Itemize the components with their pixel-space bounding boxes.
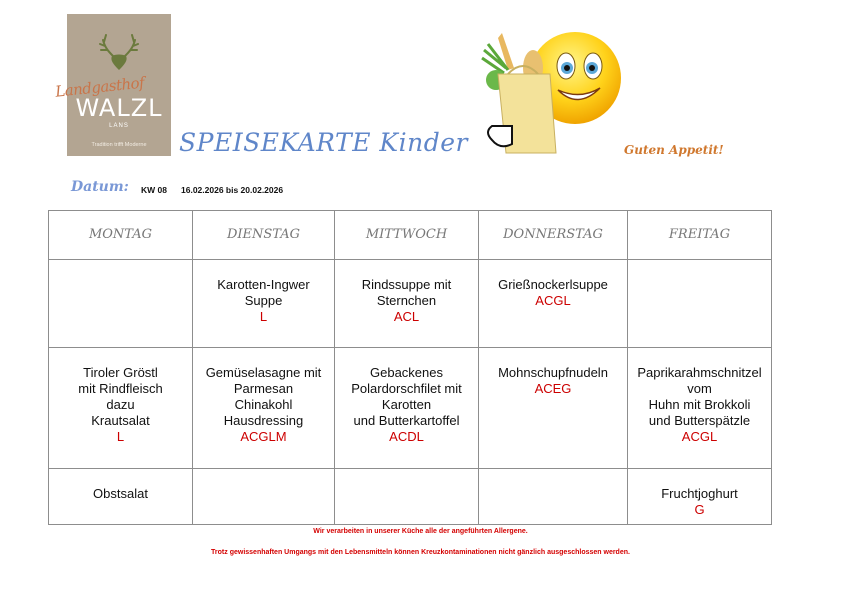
dish-line: Krautsalat bbox=[91, 413, 150, 428]
logo-script-text: Landgasthof bbox=[54, 73, 145, 101]
soup-thursday bbox=[479, 260, 628, 348]
allergen-notice: Wir verarbeiten in unserer Küche alle der angeführten Allergene. bbox=[313, 528, 528, 535]
allergen-codes: ACL bbox=[393, 309, 420, 324]
page-title: SPEISEKARTE Kinder bbox=[179, 128, 468, 157]
dessert-wednesday bbox=[335, 469, 479, 525]
dessert-tuesday bbox=[193, 469, 335, 525]
restaurant-logo bbox=[54, 14, 171, 156]
logo-brand-name: WALZL bbox=[75, 94, 163, 122]
allergen-codes: ACGLM bbox=[240, 429, 287, 444]
dish-line: Sternchen bbox=[376, 293, 437, 308]
day-header-wednesday: MITTWOCH bbox=[335, 211, 479, 260]
dish-line: Hausdressing bbox=[223, 413, 304, 428]
dessert-monday bbox=[49, 469, 193, 525]
dish-line: Mohnschupfnudeln bbox=[498, 365, 608, 380]
allergen-codes: G bbox=[694, 502, 705, 517]
soup-row bbox=[49, 260, 772, 348]
main-thursday bbox=[479, 348, 628, 469]
allergen-codes: ACEG bbox=[534, 381, 572, 396]
main-course-row bbox=[49, 348, 772, 469]
dish-line: Paprikarahmschnitzel bbox=[637, 365, 762, 380]
smiley-with-grocery-bag-icon bbox=[478, 28, 628, 158]
logo-tagline: Tradition trifft Moderne bbox=[91, 142, 147, 148]
allergen-codes: ACGL bbox=[535, 293, 571, 308]
main-tuesday bbox=[193, 348, 335, 469]
dish-line: und Butterkartoffel bbox=[353, 413, 460, 428]
soup-monday bbox=[49, 260, 193, 348]
weekly-menu-table bbox=[48, 210, 772, 525]
day-header-row bbox=[49, 211, 772, 260]
dish-line: Huhn mit Brokkoli bbox=[648, 397, 751, 412]
day-header-friday: FREITAG bbox=[628, 211, 772, 260]
day-header-tuesday: DIENSTAG bbox=[193, 211, 335, 260]
main-wednesday bbox=[335, 348, 479, 469]
dish-line: dazu bbox=[106, 397, 135, 412]
dish-line: Gemüselasagne mit bbox=[205, 365, 322, 380]
date-range: 16.02.2026 bis 20.02.2026 bbox=[181, 185, 284, 195]
dish-line: Suppe bbox=[244, 293, 283, 308]
dish-line: und Butterspätzle bbox=[648, 413, 751, 428]
dish-line: vom bbox=[687, 381, 712, 396]
dish-line: Rindssuppe mit bbox=[361, 277, 452, 292]
day-header-thursday: DONNERSTAG bbox=[479, 211, 628, 260]
soup-wednesday bbox=[335, 260, 479, 348]
logo-location: LANS bbox=[109, 123, 129, 129]
date-label: Datum: bbox=[71, 179, 129, 195]
dish-line: Karotten bbox=[381, 397, 432, 412]
day-header-monday: MONTAG bbox=[49, 211, 193, 260]
soup-friday bbox=[628, 260, 772, 348]
allergen-codes: L bbox=[259, 309, 268, 324]
calendar-week: KW 08 bbox=[141, 185, 167, 195]
dessert-friday bbox=[628, 469, 772, 525]
main-monday bbox=[49, 348, 193, 469]
main-friday bbox=[628, 348, 772, 469]
soup-tuesday bbox=[193, 260, 335, 348]
allergen-codes: ACDL bbox=[389, 429, 424, 444]
dish-line: Fruchtjoghurt bbox=[661, 486, 738, 501]
dish-line: Chinakohl bbox=[234, 397, 293, 412]
dish-line: Tiroler Gröstl bbox=[83, 365, 158, 380]
allergen-codes: ACGL bbox=[681, 429, 718, 444]
deer-antler-icon bbox=[97, 32, 141, 72]
dish-line: Polardorschfilet mit bbox=[351, 381, 462, 396]
dish-line: Karotten-Ingwer bbox=[217, 277, 310, 292]
dessert-row bbox=[49, 469, 772, 525]
guten-appetit-greeting: Guten Appetit! bbox=[624, 143, 724, 157]
dish-line: Parmesan bbox=[233, 381, 294, 396]
dish-line: mit Rindfleisch bbox=[78, 381, 163, 396]
dessert-thursday bbox=[479, 469, 628, 525]
dish-line: Grießnockerlsuppe bbox=[498, 277, 608, 292]
allergen-codes: L bbox=[116, 429, 125, 444]
dish-line: Obstsalat bbox=[93, 486, 148, 501]
dish-line: Gebackenes bbox=[370, 365, 443, 380]
cross-contamination-notice: Trotz gewissenhaften Umgangs mit den Lebensmitteln können Kreuzkontaminationen nicht gänzlich ausgeschlossen werden. bbox=[211, 549, 630, 556]
